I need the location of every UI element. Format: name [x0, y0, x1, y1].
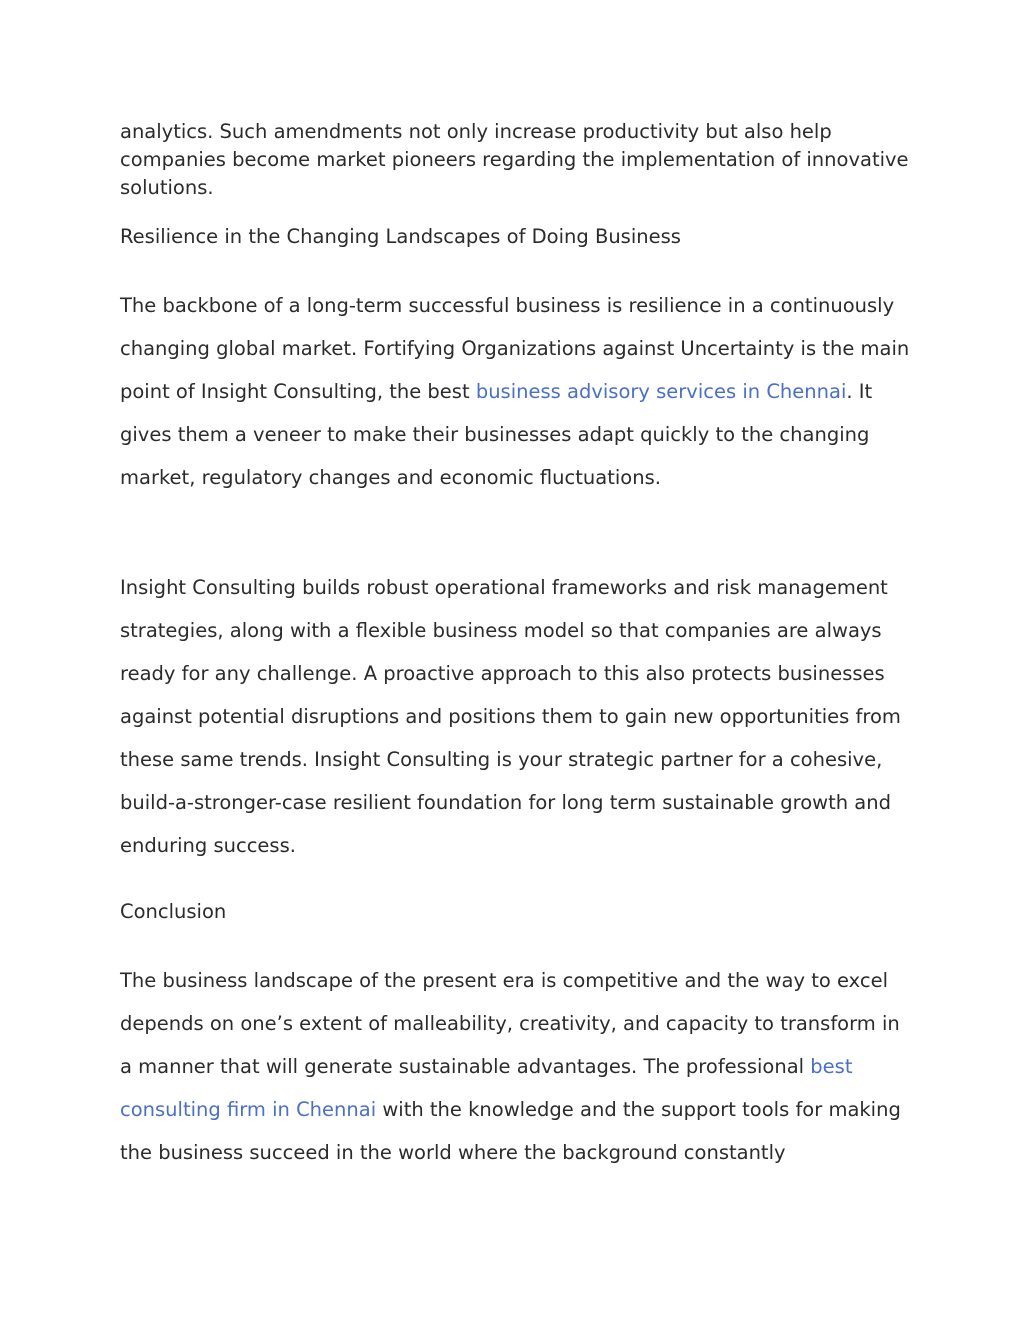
link-business-advisory-services[interactable]: business advisory services in Chennai: [475, 380, 847, 403]
section-heading-resilience: Resilience in the Changing Landscapes of Doing Business: [120, 225, 681, 248]
paragraph-text: The business landscape of the present era is competitive and the way to excel depends on one’s extent of malleability, creativity, and capacity to transform in a manner that will generate sustainable advantages. The professional: [120, 969, 900, 1078]
paragraph-conclusion-1: [120, 959, 910, 1174]
paragraph-text: . It gives them a veneer to make their businesses adapt quickly to the changing market, regulatory changes and economic fluctuations.: [120, 380, 873, 489]
paragraph-text: with the knowledge and the support tools for making the business succeed in the world where the background constantly: [120, 1098, 901, 1164]
paragraph-resilience-1: [120, 284, 910, 499]
intro-paragraph: analytics. Such amendments not only increase productivity but also help companies become market pioneers regarding the implementation of innovative solutions.: [120, 120, 909, 199]
paragraph-resilience-2: Insight Consulting builds robust operational frameworks and risk management strategies, along with a flexible business model so that companies are always ready for any challenge. A proactive approach to this also protects businesses against potential disruptions and positions them to gain new opportunities from these same trends. Insight Consulting is your strategic partner for a cohesive, build-a-stronger-case resilient foundation for long term sustainable growth and enduring success.: [120, 576, 901, 857]
link-best-consulting-firm[interactable]: best consulting firm in Chennai: [120, 1055, 853, 1121]
section-heading-conclusion: Conclusion: [120, 900, 227, 923]
paragraph-text: The backbone of a long-term successful business is resilience in a continuously changing global market. Fortifying Organizations against Uncertainty is the main point of Insight Consulting, the best: [120, 294, 910, 403]
